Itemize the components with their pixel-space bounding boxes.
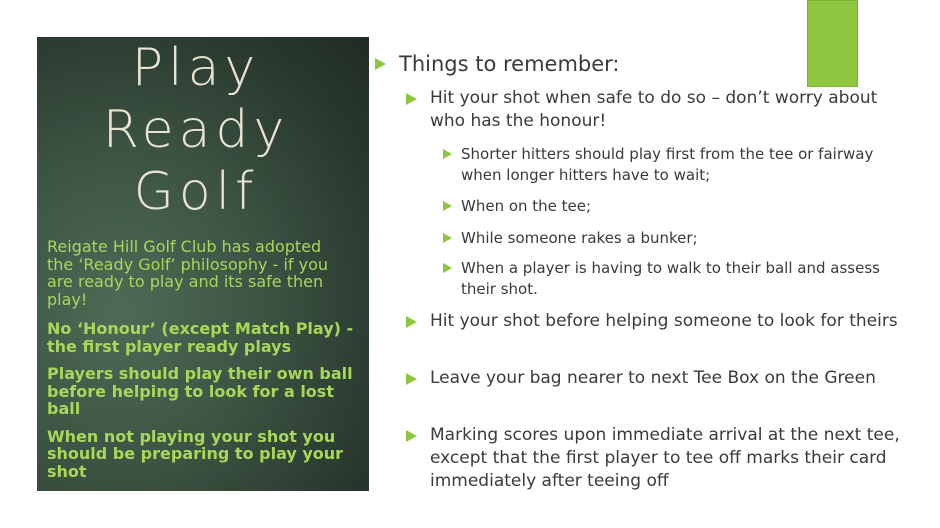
left-panel	[37, 37, 369, 491]
bullet-arrow-icon	[443, 263, 452, 273]
rules-list	[47, 320, 357, 490]
slide-title	[37, 37, 355, 223]
rule-item: Players should play their own ball before helping to look for a lost ball	[47, 364, 353, 418]
rule-item: No ‘Honour’ (except Match Play) - the first player ready plays	[47, 319, 354, 356]
bullet-point: Marking scores upon immediate arrival at the next tee, except that the first player to tee off marks their card immediately after teeing off	[406, 424, 936, 493]
bullet-arrow-icon	[406, 93, 417, 105]
intro-text: Reigate Hill Golf Club has adopted the ‘Ready Golf’ philosophy - if you are ready to play and its safe then play!	[47, 237, 328, 309]
sub-bullet-point: When a player is having to walk to their ball and assess their shot.	[443, 258, 883, 300]
title-line-2: Ready	[102, 100, 290, 160]
title-line-3: Golf	[133, 162, 259, 222]
sub-bullet-point: When on the tee;	[443, 196, 883, 217]
bullet-arrow-icon	[443, 149, 452, 159]
bullet-point: Leave your bag nearer to next Tee Box on the Green	[406, 367, 886, 390]
bullet-heading: Things to remember:	[375, 52, 915, 76]
bullet-arrow-icon	[406, 316, 417, 328]
bullet-arrow-icon	[406, 430, 417, 442]
bullet-point: Hit your shot when safe to do so – don’t worry about who has the honour!	[406, 87, 906, 133]
bullet-arrow-icon	[443, 233, 452, 243]
bullet-arrow-icon	[443, 201, 452, 211]
sub-bullet-point: Shorter hitters should play first from the tee or fairway when longer hitters have to wait;	[443, 144, 883, 186]
title-line-1: Play	[131, 38, 261, 98]
bullet-arrow-icon	[406, 373, 417, 385]
bullet-arrow-icon	[375, 58, 386, 70]
sub-bullet-point: While someone rakes a bunker;	[443, 228, 883, 249]
bullet-point: Hit your shot before helping someone to look for theirs	[406, 310, 906, 333]
rule-item: When not playing your shot you should be preparing to play your shot	[47, 426, 344, 481]
